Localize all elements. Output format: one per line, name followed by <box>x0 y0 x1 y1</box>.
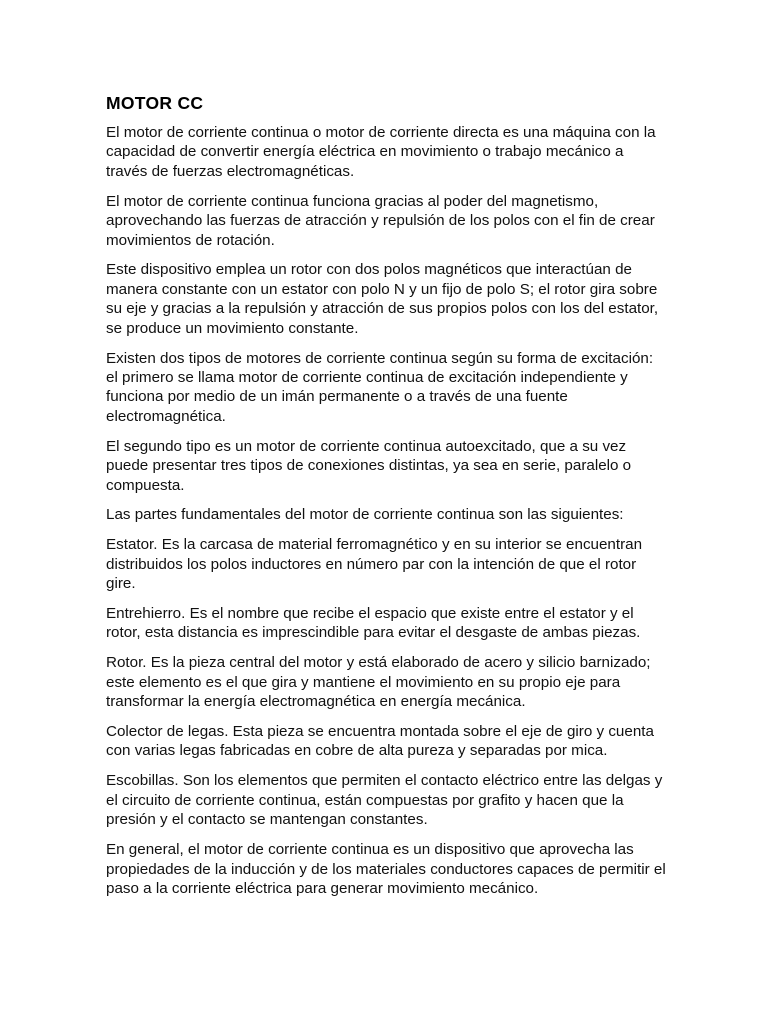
paragraph-part-stator: Estator. Es la carcasa de material ferromagnético y en su interior se encuentran distribuidos los polos inductores en número par con la intención de que el rotor gire. <box>106 536 643 593</box>
paragraph-definition: El motor de corriente continua o motor de corriente directa es una máquina con la capacidad de convertir energía eléctrica en movimiento o trabajo mecánico a través de fuerzas electromagnéticas. <box>106 124 656 180</box>
paragraph-functioning: El motor de corriente continua funciona gracias al poder del magnetismo, aprovechando las fuerzas de atracción y repulsión de los polos con el fin de crear movimientos de rotación. <box>106 192 655 249</box>
document-title: MOTOR CC <box>106 93 204 113</box>
paragraph-part-airgap: Entrehierro. Es el nombre que recibe el espacio que existe entre el estator y el rotor, esta distancia es imprescindible para evitar el desgaste de ambas piezas. <box>106 605 641 642</box>
paragraph-types-self-excited: El segundo tipo es un motor de corriente continua autoexcitado, que a su vez puede presentar tres tipos de conexiones distintas, ya sea en serie, paralelo o compuesta. <box>106 437 632 494</box>
paragraph-part-collector: Colector de legas. Esta pieza se encuentra montada sobre el eje de giro y cuenta con varias legas fabricadas en cobre de alta pureza y separadas por mica. <box>106 723 654 760</box>
paragraph-part-brushes: Escobillas. Son los elementos que permiten el contacto eléctrico entre las delgas y el circuito de corriente continua, están compuestas por grafito y hacen que la presión y el contacto se mantengan constantes. <box>106 772 663 829</box>
paragraph-parts-intro: Las partes fundamentales del motor de corriente continua son las siguientes: <box>106 506 624 524</box>
paragraph-types-independent: Existen dos tipos de motores de corriente continua según su forma de excitación: el primero se llama motor de corriente continua de excitación independiente y funciona por medio de un imán permanente o a través de una fuente electromagnética. <box>106 349 654 425</box>
paragraph-rotor-stator: Este dispositivo emplea un rotor con dos polos magnéticos que interactúan de manera constante con un estator con polo N y un fijo de polo S; el rotor gira sobre su eje y gracias a la repulsión y atracción de sus propios polos con los del estator, se produce un movimiento constante. <box>106 261 659 337</box>
paragraph-conclusion: En general, el motor de corriente continua es un dispositivo que aprovecha las propiedades de la inducción y de los materiales conductores capaces de permitir el paso a la corriente eléctrica para generar movimiento mecánico. <box>106 841 666 897</box>
paragraph-part-rotor: Rotor. Es la pieza central del motor y está elaborado de acero y silicio barnizado; este elemento es el que gira y mantiene el movimiento en su propio eje para transformar la energía electromagnética en energía mecánica. <box>106 654 651 711</box>
